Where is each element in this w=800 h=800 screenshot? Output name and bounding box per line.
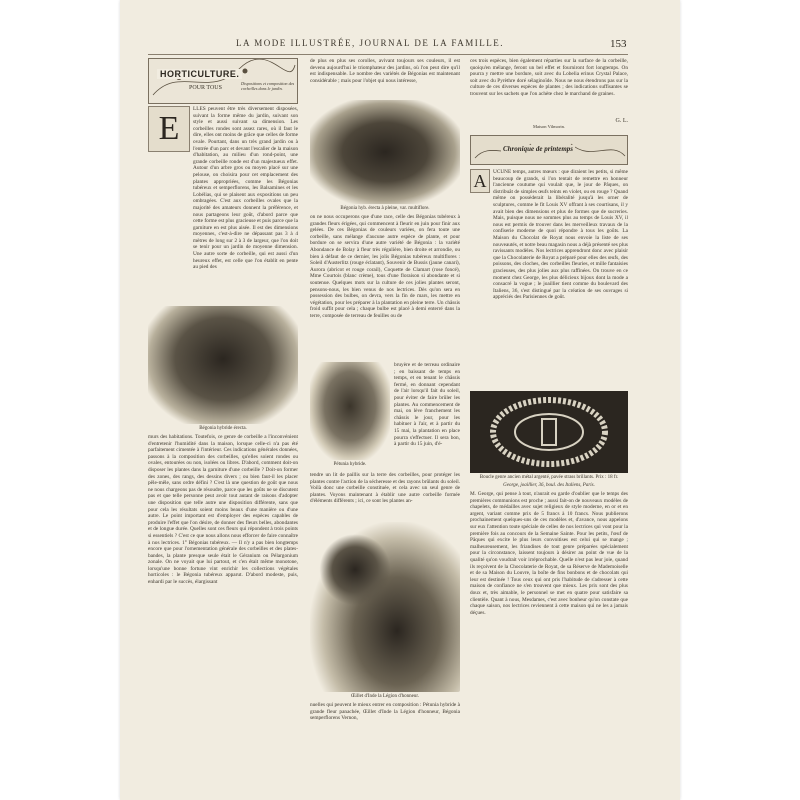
chronique-banner xyxy=(470,135,628,165)
body-text: murs des habitations. Toutefois, ce genre de corbeille a l'inconvénient d'entretenir l'humidité dans la maison, lorsque celle-ci n'a pas été parfaitement cimentée à l'intérieur. Ces indications générales données, passons à la composition des corbeilles, qu'elles soient rondes ou ovales, entourées ou non, isolées ou libres. D'abord, comment doit-on disposer les plantes dans la garniture d'une corbeille ? Doit-on former des zones, des rangs, des dessins divers ; ou bien faut-il les placer pêle-mêle, sans ordre défini ? C'est là une question de goût que nous ne nous chargeons pas de résoudre, parce que les goûts ne se discutent pas et que telle personne peut avoir tout autant de raisons d'adopter une disposition que telle autre une disposition différente, sans que pour cela les résultats soient moins beaux d'une manière ou d'une autre. Le point important est d'employer des espèces capables de produire l'effet que l'on désire, de donner des fleurs belles, abondantes et de longue durée. Quelles sont ces fleurs qui répondent à trois points si essentiels ? C'est ce que nous allons nous efforcer de faire connaître à nos lectrices. 1° Bégonias tubéreux. — Il n'y a pas bien longtemps encore que pour l'ornementation générale des corbeilles et des plates-bandes, la plante presque seule était le Géranium ou Pélargonium zonale. On ne voyait que lui partout, et c'en était même monotone, lorsqu'une bonne fortune vint enrichir les collections végétales horticoles : le Bégonia tubéreux apparut. D'abord modeste, puis, enhardi par le succès, élargissant xyxy=(148,434,298,586)
column-2 xyxy=(310,58,460,728)
figure1-caption: Bégonia hybride érecta. xyxy=(199,426,247,431)
figure4-caption: Œillet d'Inde la Légion d'honneur. xyxy=(350,694,420,699)
oeillet-illustration xyxy=(310,522,460,692)
header-rule xyxy=(148,54,628,55)
chronique-title: Chronique de printemps xyxy=(503,145,574,153)
col2-top-text: de plus en plus ses corolles, avivant toujours ses couleurs, il est devenu aujourd'hui le triomphateur des jardins, où l'on peut dire qu'il est indispensable. Le nombre des variétés de Bégonias est maintenant considérable ; mais pour l'objet qui nous intéresse, xyxy=(310,58,460,84)
dropcap-a-icon: A xyxy=(470,169,490,193)
running-title: LA MODE ILLUSTRÉE, JOURNAL DE LA FAMILLE. xyxy=(236,38,504,48)
begonia-multiflore-illustration xyxy=(310,100,460,204)
page-number: 153 xyxy=(610,38,627,50)
section-note: Dispositions et composition des corbeilles dans le jardin. xyxy=(241,81,295,91)
figure5-caption: Boucle genre ancien métal argenté, pavée strass brillants. Prix : 18 fr. xyxy=(479,475,619,480)
horticulture-banner xyxy=(148,58,298,104)
col2-last-text: nuelles qui peuvent le mieux entrer en composition : Pétunia hybride à grande fleur panachée, Œillet d'Inde la Légion d'honneur, Bégonia semperflorens Vernon, xyxy=(310,702,460,722)
col3-top-text: ces trois espèces, bien également réparties sur la surface de la corbeille, quoiqu'en mélange, feront un bel effet et fourniront fort longtemps. On pourra y mettre une bordure, soit avec du Lobelia erinus Crystal Palace, soit avec du Pyrèthre doré sélaginoïde. Nous ne nous étendrons pas sur la culture de ces diverses espèces de plantes ; des indications suffisantes se trouvent sur les sachets que l'on achète chez le marchand de graines. xyxy=(470,58,628,97)
dropcap-e-icon: E xyxy=(148,106,190,152)
signature-note: Maison Vilmorin. xyxy=(533,124,565,129)
column-1 xyxy=(148,58,298,702)
figure3-caption: Pétunia hybride. xyxy=(333,462,367,467)
begonia-illustration xyxy=(148,306,298,424)
buckle-illustration xyxy=(470,391,628,473)
petunia-illustration xyxy=(310,362,390,460)
col2-bottom-text: tendre un lit de paillis sur la terre des corbeilles, pour protéger les plantes contre l'action de la sécheresse et des rayons brûlants du soleil. Voilà donc une corbeille constituée, et cela avec un seul genre de plantes. Voyons maintenant à établir une autre corbeille formée d'éléments différents ; ici, ce sont les plantes an- xyxy=(310,472,460,505)
buckle-icon xyxy=(470,391,628,473)
col3-bottom-text: M. George, qui pense à tout, n'aurait eu garde d'oublier que le temps des premières communions est proche ; aussi fait-on de nouveaux modèles de chapelets, de médailles avec sujet religieux de style moderne, en or et en argent, variant comme prix de 5 francs à 10 francs. Nous publierons prochainement quelques-uns de ces modèles et, d'avance, nous appelons sur eux l'attention toute spéciale de celles de nos lectrices qui vont pour la première fois au concours de la Semaine Sainte. Pour les petits, l'œuf de Pâques qui excite le plus leurs convoitises est celui qui se mange ; malheureusement, les friandises de tout genre préparées spécialement pour la circonstance, laissent toujours à désirer au point de vue de la qualité qu'on voudrait voir irréprochable. Quelle n'est pas leur joie, quand ils reçoivent de la Chocolaterie de Royat, de sa Réserve de Mademoiselle et de sa Maison du Louvre, la boîte de fins bonbons et de chocolats qui leur est destinée ! Tous ceux qui ont pris l'habitude de s'adresser à cette maison de confiance ne s'en trouvent que mieux. Les prix sont des plus doux et, très aimable, le personnel se met en quatre pour satisfaire sa clientèle. Quant à nous, Mesdames, c'est avec bonheur qu'on constate que chaque saison, nos lectrices reviennent à cette maison qui ne les a jamais déçues. xyxy=(470,491,628,616)
col2-side-text: bruyère et de terreau ordinaire ; en baissant de temps en temps, et en tenant le châssis fermé, en donnant cependant de l'air lorsqu'il fait du soleil, pour éviter de faire brûler les plantes. Au commencement de mai, on lève franchement les châssis le jour, pour les habituer à l'air, et à partir du 15 mai, la plantation en place pourra s'effectuer. Il sera bon, à partir du 15 juin, d'é- xyxy=(394,362,460,448)
figure5-subcaption: George, joaillier, 36, boul. des Italiens, Paris. xyxy=(503,483,595,488)
intro-text: LLES peuvent être très diversement disposées, suivant la forme même du jardin, suivant son style et aussi suivant sa dimension. Les corbeilles rondes sont assez rares, où il faut le dire, elles ont moins de grâce que celles de forme ovale. Pourtant, dans un très grand jardin ou à l'entrée d'un parc et devant l'escalier de la maison d'habitation, au milieu d'un rond-point, une grande corbeille ronde est d'un majestueux effet. Autour d'un arbre gros ou moyen placé sur une pelouse, on choisira pour cet emplacement des plantes appropriées, comme les Bégonias tubéreux et semperflorens, les Balsamines et les Lobélias, qui se plaisent aux expositions un peu ombragées. C'est aux corbeilles ovales que la majorité des amateurs donnent la préférence, et nous partageons leur goût, d'abord parce que cette forme est plus gracieuse et puis parce que la garniture en est plus aisée. Il est des dimensions moyennes, c'est-à-dire ne dépassant pas 3 à 4 mètres de long sur 2 à 3 de largeur, que l'on doit se tenir pour un jardin de moyenne dimension. Une autre sorte de corbeille, qui est aussi d'un heureux effet, est celle que l'on établit en pente au pied des xyxy=(193,106,298,271)
section-title: HORTICULTURE. xyxy=(157,69,242,79)
signature: G. L. xyxy=(615,118,628,124)
column-3 xyxy=(470,58,628,689)
chronique-text: UCUNE temps, autres mœurs : que diraient les petits, si même beaucoup de grands, si l'on tentait de remettre en honneur l'ancienne coutume qui voulait que, le jour de Pâques, on distribuât de simples œufs teints en violet, ou en rouge ? Quand même on possèderait la libéralité jusqu'à les orner de sculptures, comme le fit Louis XV offrant à ses courtisans, il y avait bien des dimensions et plus de formes que de sucreries. Mais, puisque nous ne sommes plus au temps de Louis XV, il nous est permis de trouver dans les merveilleux travaux de la confiserie moderne de quoi répondre à tous les goûts. La Maison du Chocolat de Royat nous envoie la liste de ses nouveautés, et notre beau magasin nous a déjà présenté ses plus ravissants modèles. Nos lectrices apprendront donc avec plaisir que la Chocolaterie de Royat a préparé pour elles des œufs, des poissons, des cloches, des corbeilles fleuries, et mille fantaisies gracieuses, des plus jolies aux plus raffinées. On trouve en ce moment chez George, les plus délicieux bijoux dont la mode a consacré la vogue ; le joaillier tient comme du boulevard des Italiens, 36, s'est distingué par la création de ses ouvrages si appréciés des Parisiennes de goût. xyxy=(493,169,628,301)
figure2-caption: Bégonia hyb. érecta à pleine, var. multiflore. xyxy=(340,206,430,211)
col2-mid-text: on ne nous occuperons que d'une race, celle des Bégonias tubéreux à grandes fleurs érigées, qui commencent à fleurir en juin pour finir aux gelées. De ces Bégonias de couleurs variées, on fera toute une corbeille, sans mélange d'aucune autre espèce de plante, et pour bordure on se servira d'une autre variété de Bégonia : la variété Abondance de Bolay à fleur très régulière, bien droite et arrondie, ou bien à défaut de ce dernier, les jolis Bégonias tubéreux multiflores : Soleil d'Austerlitz (rouge éclatant), Souvenir de Bussis (jaune canari), Aurora (abricot et rouge corail), Coquette de Clamart (rose foncé), Mme Courtois (blanc crème), tous d'une floraison si abondante et si soutenue. Quelques mots sur la culture de ces jolies plantes seront, pensons-nous, les bien venus de nos lectrices. Dès qu'on sera en possession des bulbes, on devra, vers la fin de mars, les mettre en végétation, pour les préparer à la plantation en pleine terre. Un châssis froid suffit pour cela ; chaque bulbe est placé à demi enterré dans la terre, composée de terreau de feuilles ou de xyxy=(310,214,460,319)
section-subtitle: POUR TOUS xyxy=(189,85,222,91)
